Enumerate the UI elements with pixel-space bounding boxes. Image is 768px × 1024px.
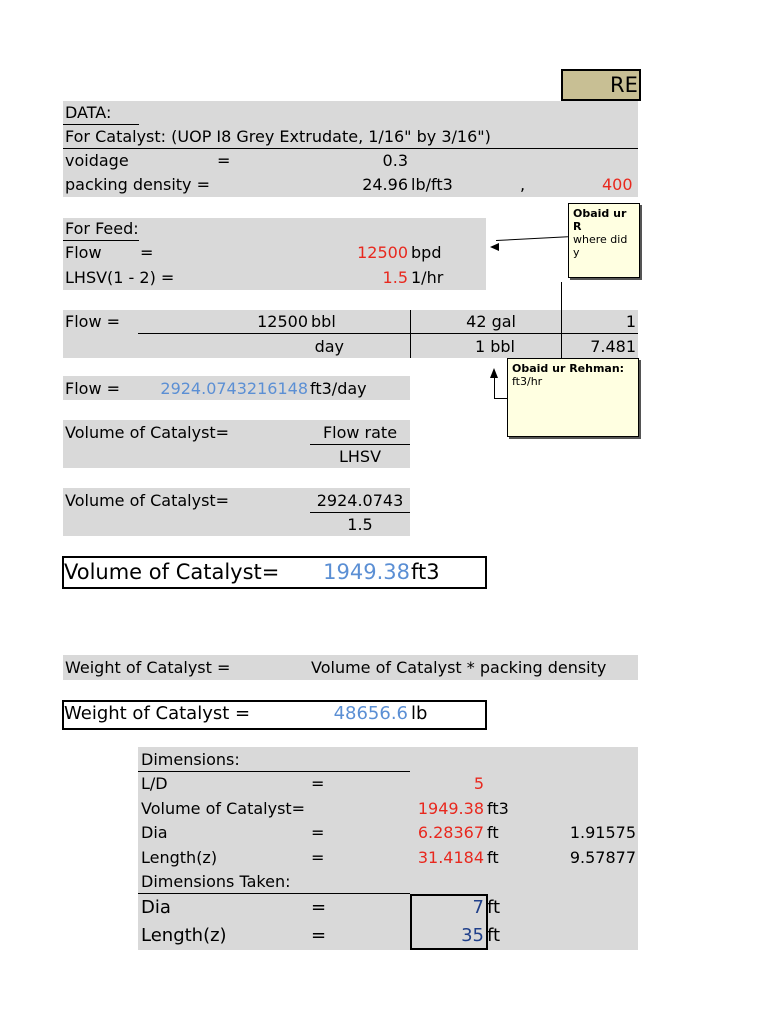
cell-comment-2[interactable]	[507, 358, 639, 437]
dim-row-dia-equals: =	[311, 823, 325, 842]
vol-result-label: Volume of Catalyst=	[64, 560, 280, 584]
lhsv-value: 1.5	[382, 268, 408, 287]
dim-row-ld-equals: =	[311, 774, 325, 793]
conversion-band	[63, 310, 638, 358]
feed-flow-unit: bpd	[411, 243, 442, 262]
flow-result-value: 2924.0743216148	[160, 379, 308, 398]
conversion-divider-1	[410, 310, 411, 358]
packing-density-value: 24.96	[362, 175, 408, 194]
conversion-num2: 42 gal	[466, 312, 516, 331]
dim-row-volume-label: Volume of Catalyst=	[141, 799, 306, 818]
dimensions-taken-label: Dimensions Taken:	[141, 872, 291, 891]
voidage-label: voidage	[65, 151, 129, 170]
conversion-divider-2	[561, 310, 562, 358]
dim-row-dia-unit: ft	[487, 823, 499, 842]
weight-result-value: 48656.6	[333, 703, 408, 724]
lhsv-unit: 1/hr	[411, 268, 444, 287]
comment-1-connector	[496, 236, 568, 241]
conversion-den2: 1 bbl	[474, 337, 515, 356]
vol-result-value: 1949.38	[323, 560, 410, 584]
conversion-den3: 7.481	[590, 337, 636, 356]
packing-density-label: packing density =	[65, 175, 211, 194]
flow-result-label: Flow =	[65, 379, 121, 398]
conversion-num3: 1	[625, 312, 636, 331]
feed-label: For Feed:	[65, 219, 139, 238]
conversion-label: Flow =	[65, 312, 121, 331]
conversion-num1-value: 12500	[257, 312, 308, 331]
conversion-fraction-line	[138, 333, 638, 334]
dim-row-volume-value: 1949.38	[417, 799, 484, 818]
dim-row-length-equals: =	[311, 848, 325, 867]
comment-2-connector-v	[494, 378, 495, 398]
comment-text: where did y	[573, 233, 628, 259]
dim-row-length-value: 31.4184	[417, 848, 484, 867]
dim-row-dia-label: Dia	[141, 823, 168, 842]
catalyst-description: For Catalyst: (UOP I8 Grey Extrudate, 1/16" by 3/16")	[65, 127, 491, 146]
conversion-den1: day	[314, 337, 344, 356]
comment-2-connector-h	[494, 398, 507, 399]
taken-length-label: Length(z)	[141, 925, 227, 946]
feed-flow-equals: =	[140, 243, 154, 262]
weight-result-label: Weight of Catalyst =	[64, 703, 251, 724]
cell-comment-1[interactable]	[568, 203, 640, 278]
taken-dia-label: Dia	[141, 897, 171, 918]
taken-dia-unit: ft	[487, 897, 501, 918]
packing-density-alt: 400	[602, 175, 633, 194]
dim-row-dia-extra: 1.91575	[569, 823, 636, 842]
vol-result-unit: ft3	[411, 560, 440, 584]
taken-dia-equals: =	[311, 897, 327, 918]
comment-1-arrow-icon	[490, 243, 499, 251]
taken-length-unit: ft	[487, 925, 501, 946]
packing-density-comma: ,	[520, 175, 526, 194]
vol-numeric-label: Volume of Catalyst=	[65, 491, 230, 510]
vol-formula-label: Volume of Catalyst=	[65, 423, 230, 442]
vol-numeric-denominator: 1.5	[347, 515, 373, 534]
weight-result-unit: lb	[411, 703, 428, 724]
dim-row-ld-label: L/D	[141, 774, 168, 793]
dim-row-volume-unit: ft3	[487, 799, 509, 818]
vol-formula-denominator: LHSV	[338, 447, 382, 466]
dimensions-label: Dimensions:	[141, 750, 240, 769]
voidage-equals: =	[217, 151, 231, 170]
comment-author: Obaid ur Rehman:	[512, 362, 625, 375]
flow-result-unit: ft3/day	[310, 379, 367, 398]
taken-length-value: 35	[461, 925, 484, 946]
data-label: DATA:	[65, 103, 112, 122]
dim-row-length-extra: 9.57877	[569, 848, 636, 867]
data-label-underline	[63, 124, 139, 125]
vol-numeric-line	[310, 512, 410, 513]
comment-text: ft3/hr	[512, 375, 543, 388]
lhsv-label: LHSV(1 - 2) =	[65, 268, 175, 287]
weight-formula-label: Weight of Catalyst =	[65, 658, 231, 677]
comment-author: Obaid ur R	[573, 207, 627, 233]
vol-formula-line	[310, 444, 410, 445]
packing-density-unit: lb/ft3	[411, 175, 453, 194]
comment-2-arrow-icon	[490, 368, 498, 378]
vol-formula-numerator: Flow rate	[322, 423, 398, 442]
voidage-value: 0.3	[382, 151, 408, 170]
feed-flow-value: 12500	[357, 243, 408, 262]
conversion-divider-top	[561, 282, 562, 310]
catalyst-underline	[63, 148, 638, 149]
conversion-num1-unit: bbl	[311, 312, 336, 331]
header-title: RE	[610, 73, 638, 97]
feed-flow-label: Flow	[65, 243, 102, 262]
dim-row-dia-value: 6.28367	[417, 823, 484, 842]
vol-numeric-numerator: 2924.0743	[316, 491, 404, 510]
feed-label-underline	[63, 240, 139, 241]
dimensions-taken-underline	[138, 893, 410, 894]
dimensions-underline	[138, 771, 410, 772]
taken-dia-value: 7	[472, 897, 484, 918]
weight-formula-expression: Volume of Catalyst * packing density	[311, 658, 607, 677]
dim-row-length-unit: ft	[487, 848, 499, 867]
dim-row-ld-value: 5	[473, 774, 484, 793]
dim-row-length-label: Length(z)	[141, 848, 218, 867]
taken-length-equals: =	[311, 925, 327, 946]
